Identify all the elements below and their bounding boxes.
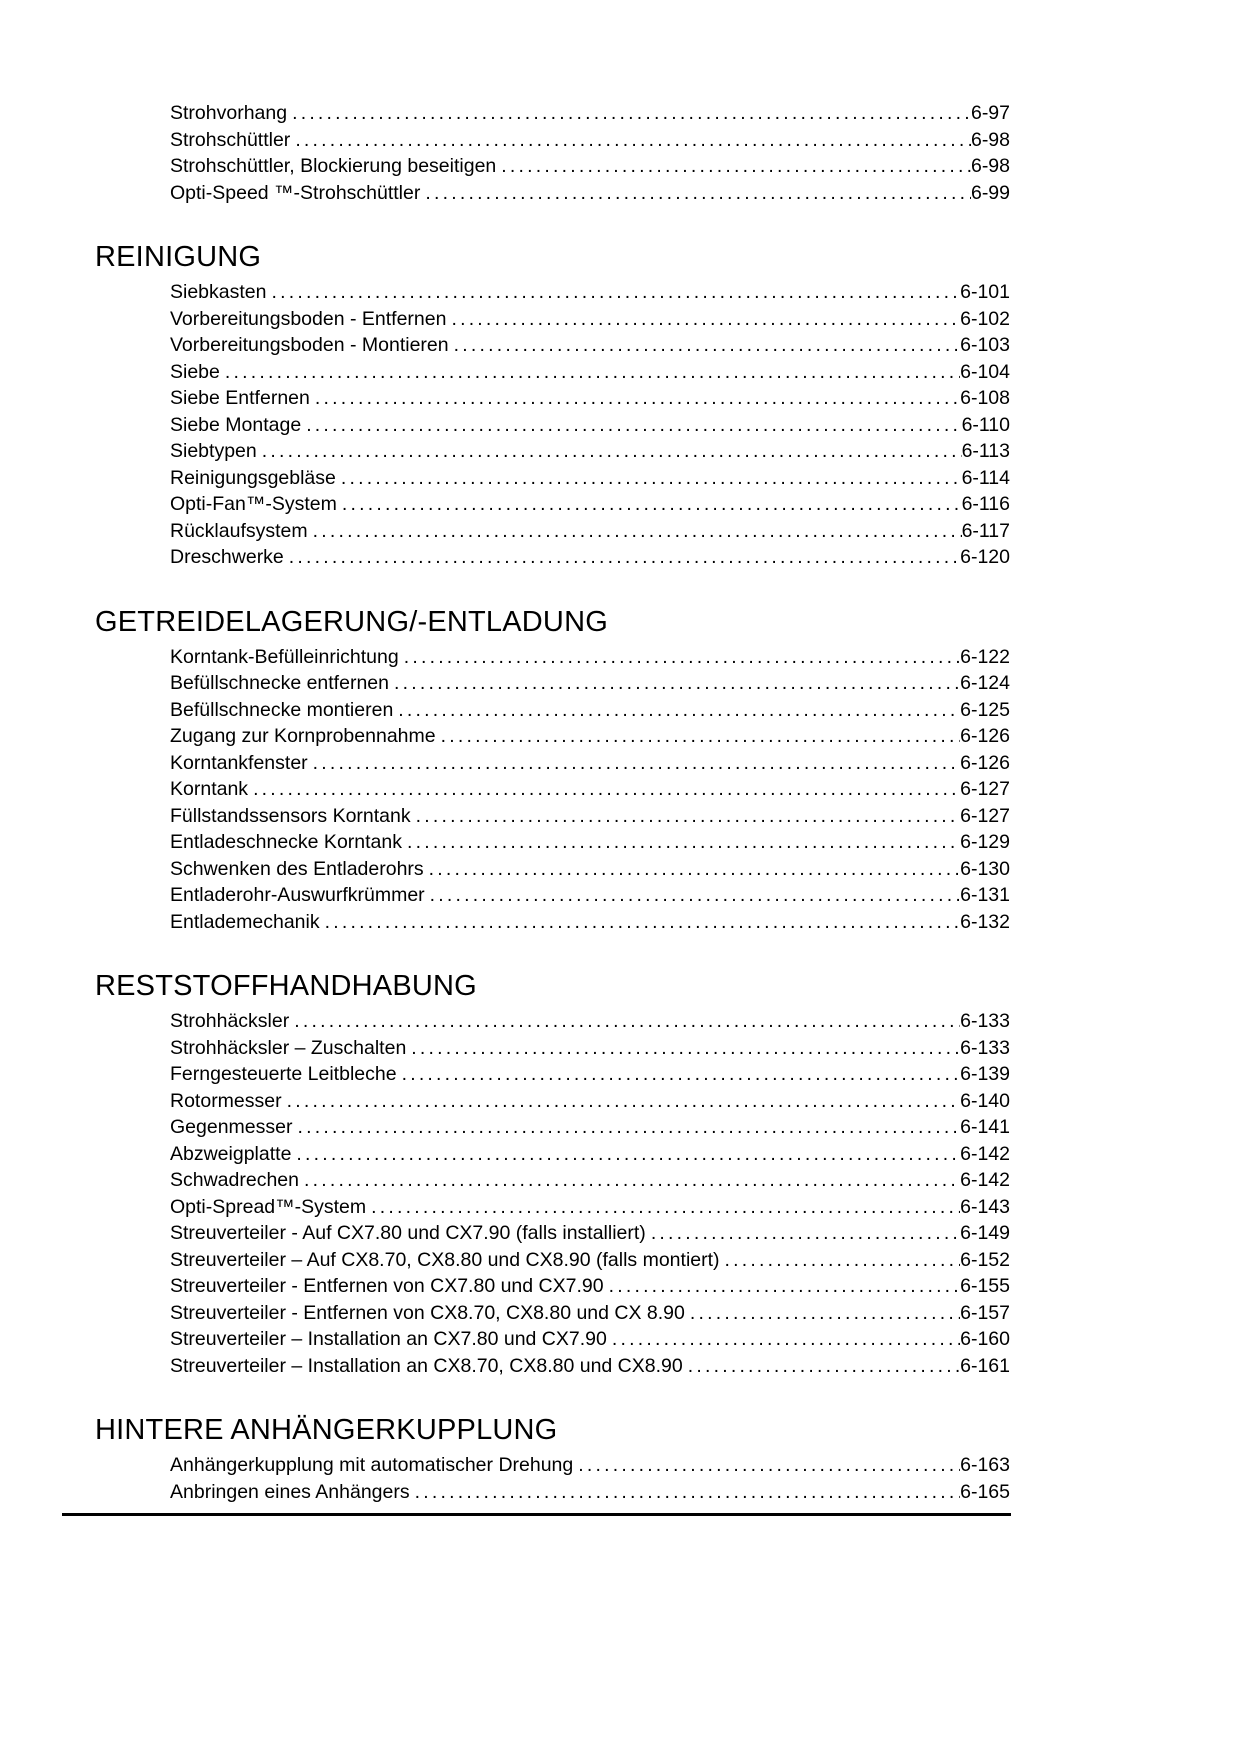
- toc-entry: [95, 491, 1010, 518]
- entry-page-number: 6-99: [970, 181, 1010, 204]
- entry-title: Korntank: [170, 778, 249, 800]
- entry-page-number: 6-122: [960, 645, 1010, 668]
- entry-page-number: 6-124: [960, 672, 1010, 694]
- entry-title: Siebtypen: [170, 440, 257, 462]
- toc-entry: [95, 856, 1010, 883]
- dot-leader: [301, 412, 961, 439]
- entry-title: Opti-Speed ™-Strohschüttler: [170, 181, 421, 204]
- dot-leader: [287, 100, 971, 127]
- entry-page-number: 6-113: [961, 440, 1010, 462]
- entry-title: Entladeschnecke Korntank: [170, 831, 402, 853]
- toc-entry: [95, 127, 1010, 154]
- toc-entry: [95, 1061, 1010, 1088]
- dot-leader: [425, 882, 960, 909]
- entry-title: Gegenmesser: [170, 1116, 293, 1138]
- entry-title: Siebe Entfernen: [170, 387, 310, 409]
- toc-section: [95, 1413, 1010, 1505]
- entry-page-number: 6-97: [970, 102, 1010, 124]
- dot-leader: [320, 909, 961, 936]
- entry-page-number: 6-129: [960, 831, 1010, 853]
- dot-leader: [720, 1247, 961, 1274]
- toc-entry: [95, 1353, 1010, 1380]
- entry-page-number: 6-104: [960, 360, 1010, 383]
- dot-leader: [397, 1061, 961, 1088]
- entry-page-number: 6-131: [960, 884, 1010, 906]
- entry-page-number: 6-127: [960, 778, 1010, 800]
- toc-entry: [95, 909, 1010, 936]
- dot-leader: [266, 279, 960, 306]
- entry-title: Opti-Spread™-System: [170, 1195, 367, 1218]
- dot-leader: [449, 332, 961, 359]
- entry-title: Korntankfenster: [170, 751, 308, 774]
- footer-rule: [62, 1513, 1011, 1516]
- entry-page-number: 6-120: [960, 546, 1010, 568]
- dot-leader: [646, 1220, 960, 1247]
- dot-leader: [292, 1114, 960, 1141]
- dot-leader: [496, 153, 971, 180]
- entry-page-number: 6-141: [960, 1116, 1010, 1138]
- entry-title: Strohschüttler, Blockierung beseitigen: [170, 155, 497, 177]
- dot-leader: [299, 1167, 960, 1194]
- dot-leader: [685, 1300, 960, 1327]
- entry-title: Reinigungsgebläse: [170, 466, 336, 489]
- toc-entry: [95, 803, 1010, 830]
- toc-entry: [95, 153, 1010, 180]
- section-heading: GETREIDELAGERUNG/-ENTLADUNG: [95, 605, 608, 638]
- entry-page-number: 6-140: [960, 1089, 1010, 1112]
- dot-leader: [683, 1353, 960, 1380]
- toc-entry: [95, 1088, 1010, 1115]
- entry-title: Streuverteiler - Entfernen von CX8.70, CX8.80 und CX 8.90: [170, 1301, 685, 1324]
- entry-page-number: 6-98: [970, 128, 1010, 151]
- dot-leader: [257, 438, 962, 465]
- toc-entry: [95, 1300, 1010, 1327]
- dot-leader: [282, 1088, 961, 1115]
- toc-entry: [95, 1114, 1010, 1141]
- entry-page-number: 6-142: [960, 1169, 1010, 1191]
- entry-title: Strohhäcksler – Zuschalten: [170, 1036, 407, 1059]
- toc-entry: [95, 776, 1010, 803]
- toc-entry: [95, 697, 1010, 724]
- toc-entry: [95, 180, 1010, 207]
- toc-entry: [95, 1247, 1010, 1274]
- entry-page-number: 6-125: [960, 698, 1010, 721]
- entry-title: Strohvorhang: [170, 102, 288, 124]
- dot-leader: [389, 670, 960, 697]
- entry-title: Streuverteiler - Entfernen von CX7.80 und CX7.90: [170, 1275, 604, 1297]
- entry-page-number: 6-143: [960, 1195, 1010, 1218]
- toc-entry: [95, 1141, 1010, 1168]
- entry-title: Korntank-Befülleinrichtung: [170, 645, 399, 668]
- entry-title: Schwenken des Entladerohrs: [170, 857, 424, 880]
- toc-entry: [95, 100, 1010, 127]
- dot-leader: [290, 127, 971, 154]
- entry-page-number: 6-108: [960, 387, 1010, 409]
- dot-leader: [308, 518, 962, 545]
- toc-entry: [95, 829, 1010, 856]
- toc-section: [95, 969, 1010, 1379]
- entry-title: Vorbereitungsboden - Montieren: [170, 334, 449, 356]
- section-heading: RESTSTOFFHANDHABUNG: [95, 970, 477, 1002]
- entry-title: Streuverteiler – Installation an CX8.70, CX8.80 und CX8.90: [170, 1354, 683, 1377]
- entry-page-number: 6-155: [960, 1275, 1010, 1297]
- entry-page-number: 6-133: [960, 1036, 1010, 1059]
- toc-entry: [95, 332, 1010, 359]
- entry-page-number: 6-149: [960, 1222, 1010, 1244]
- dot-leader: [248, 776, 960, 803]
- entry-title: Strohschüttler: [170, 128, 291, 151]
- dot-leader: [308, 750, 960, 777]
- dot-leader: [446, 306, 960, 333]
- toc-entry: [95, 1220, 1010, 1247]
- entry-title: Anhängerkupplung mit automatischer Drehung: [170, 1454, 574, 1476]
- toc-entry: [95, 1273, 1010, 1300]
- toc-entry: [95, 1008, 1010, 1035]
- entry-title: Befüllschnecke entfernen: [170, 672, 389, 694]
- entry-page-number: 6-103: [960, 334, 1010, 356]
- toc-section: [95, 240, 1010, 571]
- entry-title: Abzweigplatte: [170, 1142, 292, 1165]
- dot-leader: [289, 1008, 960, 1035]
- toc-entry: [95, 518, 1010, 545]
- toc-entry: [95, 412, 1010, 439]
- entry-page-number: 6-130: [960, 857, 1010, 880]
- dot-leader: [420, 180, 971, 207]
- entry-title: Rotormesser: [170, 1089, 282, 1112]
- entry-title: Zugang zur Kornprobennahme: [170, 725, 436, 747]
- toc-entry: [95, 544, 1010, 571]
- dot-leader: [336, 465, 962, 492]
- dot-leader: [607, 1326, 960, 1353]
- entry-page-number: 6-116: [961, 493, 1010, 515]
- dot-leader: [406, 1035, 960, 1062]
- entry-page-number: 6-98: [970, 155, 1010, 177]
- toc-entry: [95, 359, 1010, 386]
- dot-leader: [411, 803, 961, 830]
- toc-entry: [95, 279, 1010, 306]
- dot-leader: [410, 1479, 961, 1506]
- dot-leader: [393, 697, 960, 724]
- entry-page-number: 6-139: [960, 1063, 1010, 1085]
- entry-page-number: 6-110: [961, 413, 1010, 436]
- entry-title: Vorbereitungsboden - Entfernen: [170, 307, 447, 330]
- dot-leader: [284, 544, 960, 571]
- dot-leader: [366, 1194, 960, 1221]
- toc-section: [95, 605, 1010, 936]
- entry-title: Siebkasten: [170, 281, 267, 303]
- toc-entry: [95, 1035, 1010, 1062]
- entry-title: Schwadrechen: [170, 1169, 299, 1191]
- entry-page-number: 6-126: [960, 725, 1010, 747]
- entry-title: Rücklaufsystem: [170, 519, 308, 542]
- entry-title: Entladerohr-Auswurfkrümmer: [170, 884, 425, 906]
- entry-title: Strohhäcksler: [170, 1010, 290, 1032]
- toc-entry: [95, 385, 1010, 412]
- dot-leader: [399, 644, 960, 671]
- entry-title: Ferngesteuerte Leitbleche: [170, 1063, 397, 1085]
- entry-title: Dreschwerke: [170, 546, 284, 568]
- toc-entry: [95, 670, 1010, 697]
- dot-leader: [291, 1141, 960, 1168]
- entry-page-number: 6-157: [960, 1301, 1010, 1324]
- entry-title: Streuverteiler – Installation an CX7.80 und CX7.90: [170, 1328, 607, 1350]
- entry-page-number: 6-160: [960, 1328, 1010, 1350]
- dot-leader: [604, 1273, 961, 1300]
- entry-page-number: 6-132: [960, 910, 1010, 933]
- entry-page-number: 6-163: [960, 1454, 1010, 1476]
- toc-entry: [95, 306, 1010, 333]
- dot-leader: [402, 829, 960, 856]
- entry-title: Befüllschnecke montieren: [170, 698, 394, 721]
- entry-page-number: 6-102: [960, 307, 1010, 330]
- toc-entry: [95, 465, 1010, 492]
- toc-section: [95, 100, 1010, 206]
- toc: [95, 100, 1010, 1505]
- entry-title: Entlademechanik: [170, 910, 320, 933]
- entry-title: Siebe: [170, 360, 220, 383]
- entry-title: Streuverteiler – Auf CX8.70, CX8.80 und CX8.90 (falls montiert): [170, 1248, 720, 1271]
- entry-page-number: 6-117: [961, 519, 1010, 542]
- dot-leader: [436, 723, 961, 750]
- toc-entry: [95, 1194, 1010, 1221]
- entry-page-number: 6-165: [960, 1480, 1010, 1503]
- entry-page-number: 6-126: [960, 751, 1010, 774]
- dot-leader: [424, 856, 960, 883]
- entry-page-number: 6-142: [960, 1142, 1010, 1165]
- section-heading: HINTERE ANHÄNGERKUPPLUNG: [95, 1414, 558, 1446]
- section-heading: REINIGUNG: [95, 241, 262, 273]
- toc-entry: [95, 1326, 1010, 1353]
- entry-page-number: 6-161: [960, 1354, 1010, 1377]
- toc-entry: [95, 1167, 1010, 1194]
- toc-entry: [95, 723, 1010, 750]
- entry-page-number: 6-101: [960, 281, 1010, 303]
- entry-title: Siebe Montage: [170, 413, 302, 436]
- toc-entry: [95, 1452, 1010, 1479]
- entry-page-number: 6-114: [961, 466, 1010, 489]
- entry-page-number: 6-127: [960, 804, 1010, 827]
- entry-title: Opti-Fan™-System: [170, 493, 337, 515]
- dot-leader: [337, 491, 962, 518]
- entry-page-number: 6-152: [960, 1248, 1010, 1271]
- dot-leader: [220, 359, 960, 386]
- toc-entry: [95, 750, 1010, 777]
- dot-leader: [573, 1452, 960, 1479]
- toc-entry: [95, 438, 1010, 465]
- dot-leader: [310, 385, 960, 412]
- toc-entry: [95, 882, 1010, 909]
- toc-entry: [95, 1479, 1010, 1506]
- entry-title: Streuverteiler - Auf CX7.80 und CX7.90 (falls installiert): [170, 1222, 646, 1244]
- entry-page-number: 6-133: [960, 1010, 1010, 1032]
- entry-title: Anbringen eines Anhängers: [170, 1480, 410, 1503]
- entry-title: Füllstandssensors Korntank: [170, 804, 411, 827]
- toc-entry: [95, 644, 1010, 671]
